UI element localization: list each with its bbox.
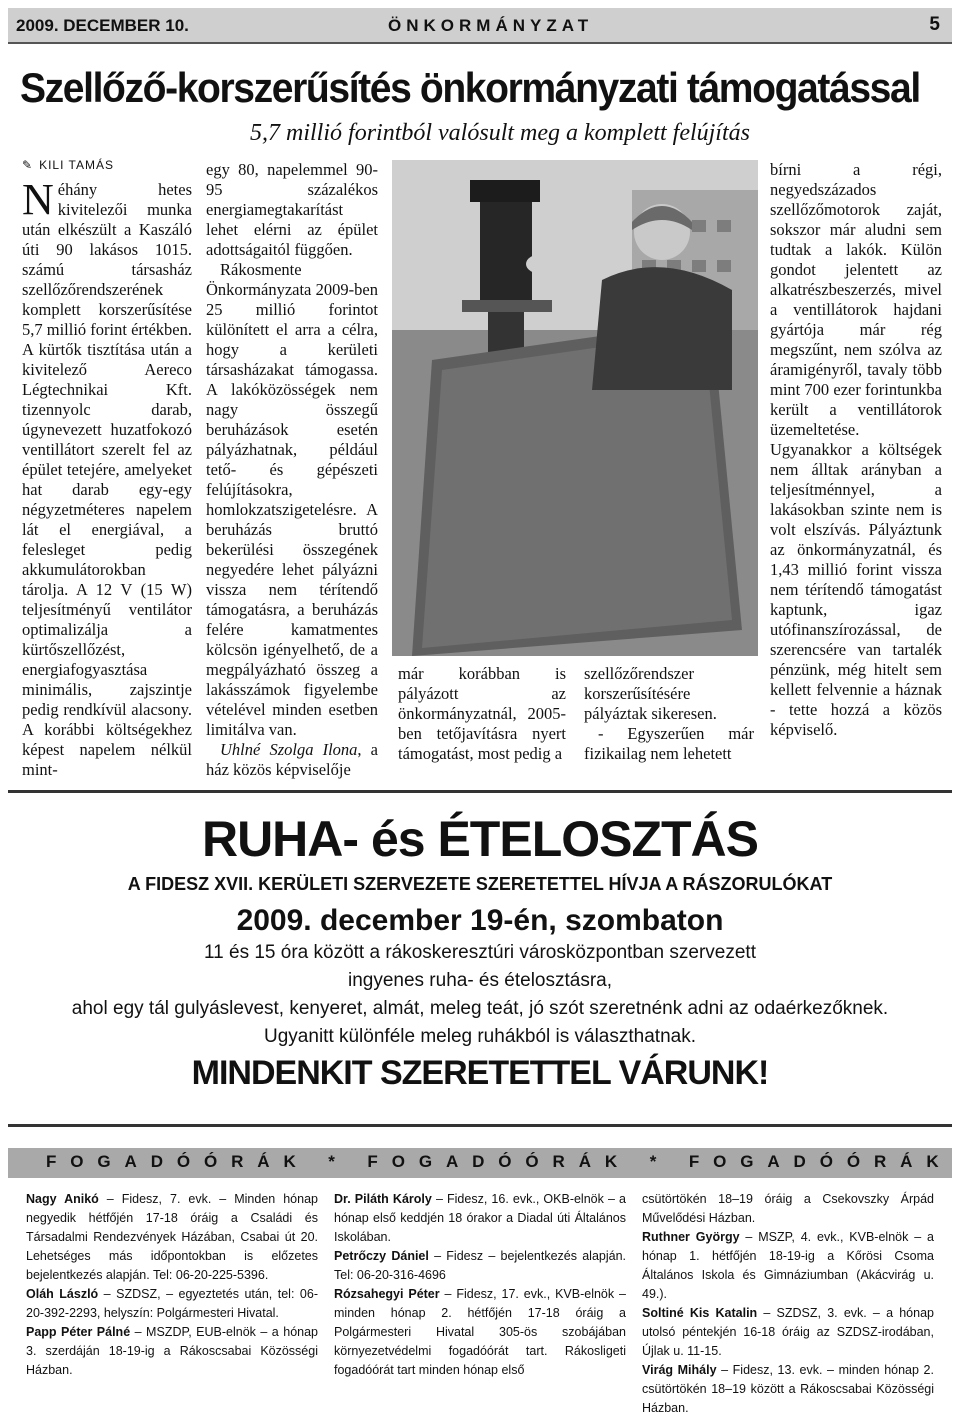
- photo-illustration: [392, 160, 758, 656]
- article-headline: Szellőző-korszerűsítés önkormányzati támogatással: [20, 64, 920, 111]
- ruha-line-4: Ugyanitt különféle meleg ruhákból is választhatnak.: [264, 1026, 696, 1047]
- section-title: ÖNKORMÁNYZAT: [388, 16, 594, 35]
- fogadoora-entry: Nagy Anikó – Fidesz, 7. evk. – Minden hónap negyedik hétfőjén 17-18 óráig a Családi és Társadalmi Rendezvények Házában, Csabai út 20. Lehetséges más időpontokban is előzetes bejelentkezés alapján. Tel: 06-20-225-5396.: [26, 1192, 318, 1282]
- fogadoorak-column-1: [26, 1190, 318, 1380]
- page-number: 5: [929, 14, 940, 35]
- issue-date: 2009. DECEMBER 10.: [16, 16, 189, 35]
- pen-icon: ✎: [22, 158, 34, 172]
- fogadoorak-banner: [8, 1148, 952, 1178]
- ruha-subtitle: A FIDESZ XVII. KERÜLETI SZERVEZETE SZERETETTEL HÍVJA A RÁSZORULÓKAT: [127, 874, 833, 894]
- ruha-line-3: ahol egy tál gulyáslevest, kenyeret, almát, meleg teát, jó szót szeretnénk adni az odaérkezőknek.: [71, 998, 889, 1019]
- fogadoora-entry: Rózsahegyi Péter – Fidesz, 17. evk., KVB-elnök – minden hónap 2. hétfőjén 17-18 óráig a Polgármesteri Hivatal 305-ös szobájában környezetvédelmi fogadóórát tart. Rákosligeti fogadóórát tart minden hónap első: [334, 1287, 626, 1377]
- drop-cap: N: [22, 175, 54, 224]
- fogadoora-entry: Papp Péter Pálné – MSZDP, EUB-elnök – a hónap 3. szerdáján 18-19-ig a Rákoscsabai Közösségi Házban.: [26, 1325, 318, 1377]
- fogadoora-entry: Soltiné Kis Katalin – SZDSZ, 3. evk. – a hónap utolsó péntekjén 16-18 óráig az SZDSZ-irodában, Újlak u. 11-15.: [642, 1306, 934, 1358]
- article-column-4: szellőzőrendszer korszerűsítésére pályáztak sikeresen. - Egyszerűen már fizikailag nem lehetett: [584, 664, 754, 763]
- article-photo: [392, 160, 758, 656]
- article-column-3: már korábban is pályázott az önkormányzatnál, 2005-ben tetőjavításra nyert támogatást, most pedig a: [398, 664, 566, 763]
- author-byline: ✎ KILI TAMÁS: [22, 158, 114, 172]
- fogadoorak-column-2: [334, 1190, 626, 1380]
- article-column-2: egy 80, napelemmel 90-95 százalékos energiamegtakarítást lehet elérni az épület adottságaitól függően. Rákosmente Önkormányzata 2009-ben 25 millió forintot különített el arra a célra, hogy a kerületi társasházakat támogassa. A lakóközösségek nem nagy összegű beruházások esetén pályázhatnak, például tető- és gépészeti felújításokra, homlokzatszigetelésre. A beruházás bruttó bekerülési összegének negyedére lehet pályázni vissza nem térítendő támogatásra, a beruházás felére kamatmentes kölcsön igényelhető, de a megpályázható összeg a lakásszámok figyelembe vételével minden esetben limitálva van. Uhlné Szolga Ilona, a ház közös képviselője: [206, 160, 378, 779]
- fogadoora-entry: Dr. Piláth Károly – Fidesz, 16. evk., OKB-elnök – a hónap első keddjén 18 órakor a Diadal úti Általános Iskolában.: [334, 1192, 626, 1244]
- fogadoora-entry: Virág Mihály – Fidesz, 13. evk. – minden hónap 2. csütörtökén 18–19 között a Rákoscsabai Közösségi Házban.: [642, 1363, 934, 1415]
- article-column-1: Néhány hetes kivitelezői munka után elkészült a Kaszáló úti 90 lakásos 1015. számú társasház szellőzőrendszerének komplett korszerűsítése 5,7 millió forint értékben. A kürtők tisztítása után a kivitelező Aereco Légtechnikai Kft. tizennyolc darab, úgynevezett huzatfokozó ventillátort szerelt fel az épület tetejére, amelyeket hat darab egy-egy négyzetméteres napelem lát el energiával, a felesleget pedig akkumulátorokban tárolja. A 12 V (15 W) teljesítményű ventilátor optimalizálja a kürtőszellőzést, energiafogyasztása minimális, zajszintje pedig rendkívül alacsony. A korábbi költségekhez képest napelem nélkül mint-: [22, 175, 193, 779]
- article-subhead: 5,7 millió forintból valósult meg a komplett felújítás: [250, 120, 750, 146]
- ruha-final: MINDENKIT SZERETETTEL VÁRUNK!: [191, 1054, 769, 1092]
- header-bar: [8, 8, 952, 44]
- fogadoora-entry: Oláh László – SZDSZ, – egyeztetés után, tel: 06-20-392-2293, helyszín: Polgármesteri Hivatal.: [26, 1287, 318, 1320]
- article-column-5: bírni a régi, negyedszázados szellőzőmotorok zaját, sokszor már aludni sem tudtak a lakók. Külön gondot jelentett az alkatrészbeszerzés, mivel a ventillátorok hajdani gyártója már rég megszűnt, nem szólva az áramigényről, tavaly több mint 700 ezer forintunkba került a ventillátorok üzemeltetése. Ugyanakkor a költségek nem álltak arányban a teljesítménnyel, a lakásokban szinte nem is volt elszívás. Pályáztunk az önkormányzatnál, és 1,43 millió forint vissza nem térítendő támogatást kaptunk, igaz utófinanszírozással, de szerencsére van tartalék pénzünk, még hitelt sem kellett felvennie a háznak - tette hozzá a közös képviselő.: [770, 160, 942, 739]
- ruha-line-2: ingyenes ruha- és ételosztásra,: [347, 970, 613, 991]
- fogadoora-entry: csütörtökén 18–19 óráig a Csekovszky Árpád Művelődési Házban.: [642, 1192, 934, 1225]
- fogadoora-entry: Petrőczy Dániel – Fidesz – bejelentkezés alapján. Tel: 06-20-316-4696: [334, 1249, 626, 1282]
- fogadoorak-column-3: [642, 1190, 934, 1418]
- fogadoorak-banner-text: FOGADÓÓRÁK * FOGADÓÓRÁK * FOGADÓÓRÁK: [46, 1152, 953, 1171]
- ruha-line-1: 11 és 15 óra között a rákoskeresztúri városközpontban szervezett: [204, 942, 756, 963]
- section-divider-2: [8, 1124, 952, 1127]
- section-divider: [8, 790, 952, 793]
- fogadoora-entry: Ruthner György – MSZP, 4. evk., KVB-elnök – a hónap 1. hétfőjén 18-19-ig a Kőrösi Csoma Általános Iskola és Gimnáziumban (Akácvirág u. 49.).: [642, 1230, 934, 1301]
- ruha-date: 2009. december 19-én, szombaton: [236, 904, 724, 937]
- ruha-title: RUHA- és ÉTELOSZTÁS: [201, 811, 759, 867]
